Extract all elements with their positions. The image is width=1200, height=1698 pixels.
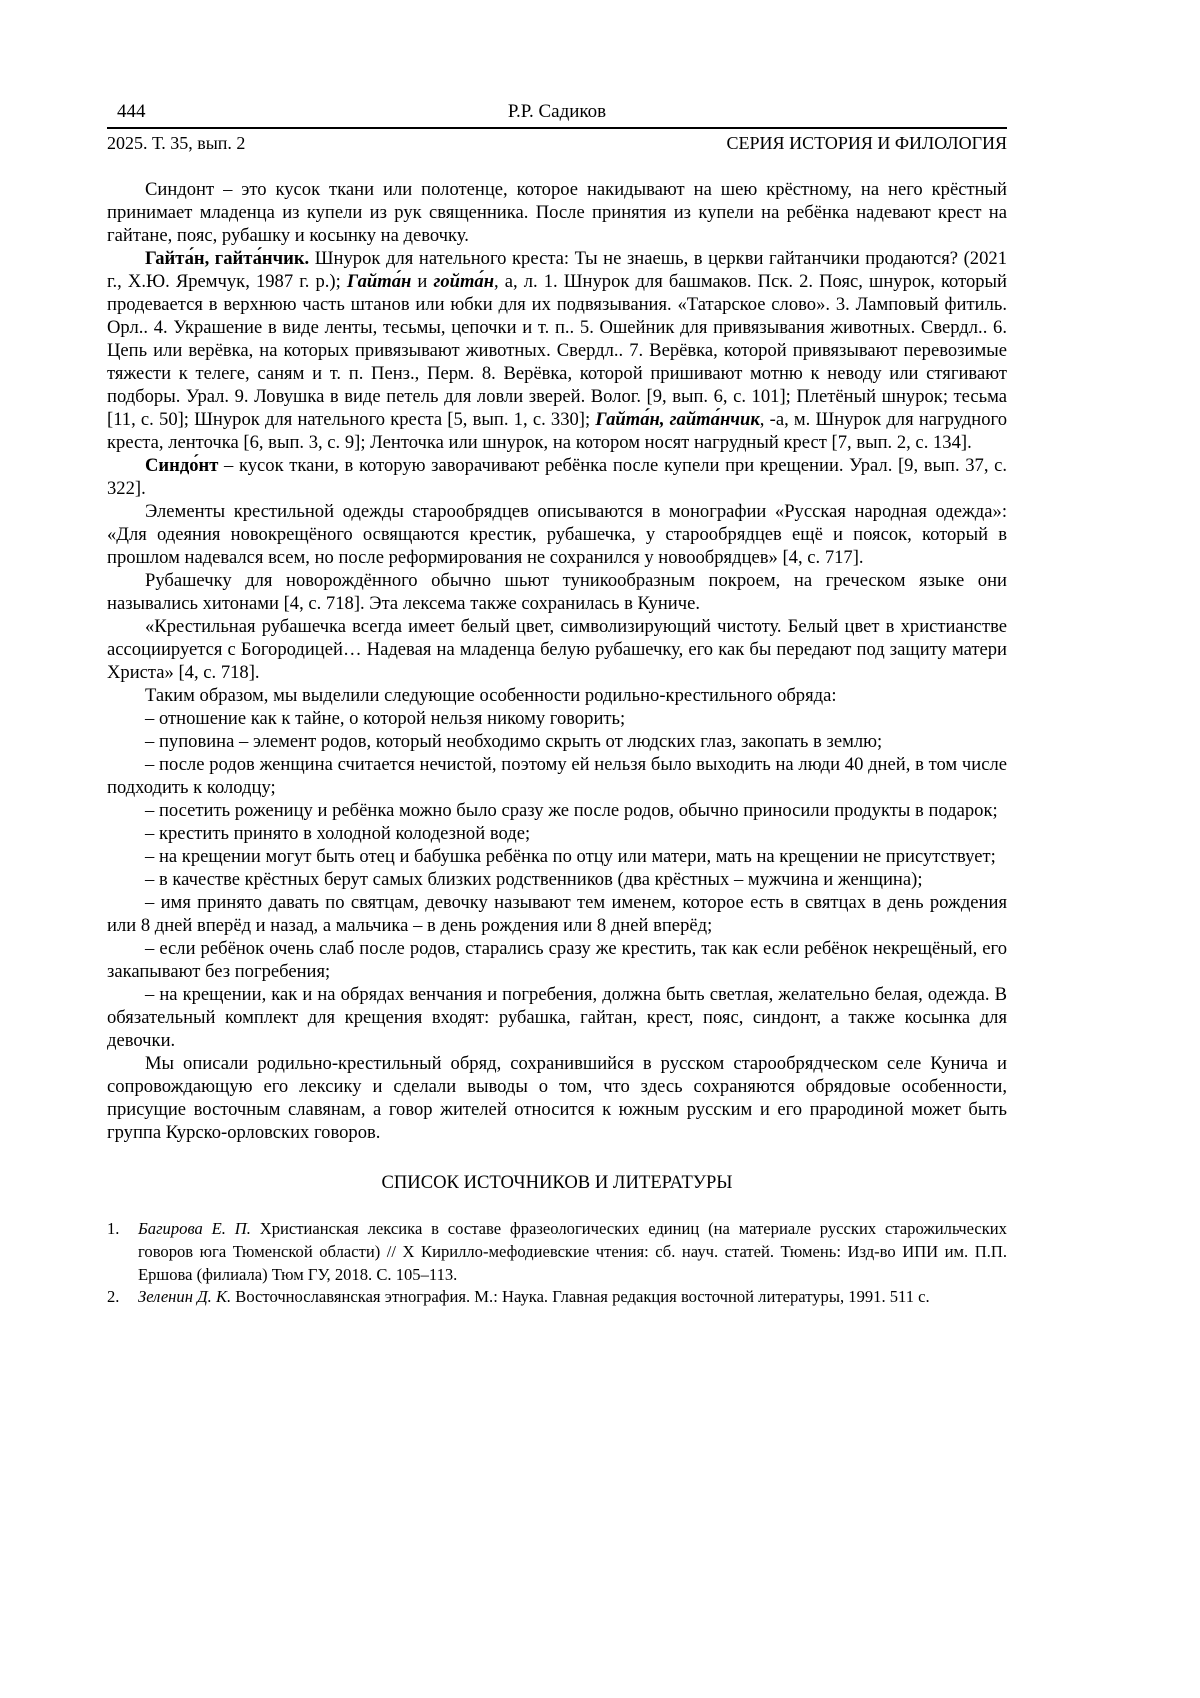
page-content: [107, 100, 1007, 1309]
text-run: Христианская лексика в составе фразеологических единиц (на материале русских старожильческих говоров юга Тюменской области) // X Кирилло-мефодиевские чтения: сб. науч. статей. Тюмень: Изд-во ИПИ им. П.П. Ершова (филиала) Тюм ГУ, 2018. С. 105–113.: [138, 1219, 1007, 1284]
text-run: , -а, м. Шнурок для нагрудного креста, ленточка [6, вып. 3, с. 9]; Ленточка или шнурок, на котором носят нагрудный крест [7, вып. 2, с. 134].: [107, 409, 1007, 453]
paragraph: [107, 1052, 1007, 1144]
paragraph: [107, 845, 1007, 868]
text-run: и: [411, 271, 434, 292]
paragraph: [107, 454, 1007, 500]
text-run: Синдонт – это кусок ткани или полотенце, которое накидывают на шею крёстному, на него крёстный принимает младенца из купели из рук священника. После принятия из купели на ребёнка надевают крест на гайтане, пояс, рубашку и косынку на девочку.: [107, 179, 1007, 246]
paragraph: [107, 707, 1007, 730]
text-run: Рубашечку для новорождённого обычно шьют туникообразным покроем, на греческом языке они назывались хитонами [4, с. 718]. Эта лексема также сохранилась в Куниче.: [107, 570, 1007, 614]
page-number: 444: [117, 101, 146, 122]
running-head: [107, 100, 1007, 126]
text-run: «Крестильная рубашечка всегда имеет белый цвет, символизирующий чистоту. Белый цвет в христианстве ассоциируется с Богородицей… Надевая на младенца белую рубашечку, его как бы передают под защиту матери Христа» [4, с. 718].: [107, 616, 1007, 683]
text-run: – крестить принято в холодной колодезной воде;: [145, 823, 531, 844]
paragraph: [107, 730, 1007, 753]
reference-text: [138, 1286, 1007, 1309]
paragraph: [107, 753, 1007, 799]
reference-number: 2.: [107, 1287, 120, 1307]
reference-item: [107, 1218, 1007, 1286]
text-run: гойта́н: [433, 271, 495, 292]
text-run: Восточнославянская этнография. М.: Наука. Главная редакция восточной литературы, 1991. 511 с.: [231, 1287, 930, 1307]
text-run: Синдо́нт: [145, 455, 219, 476]
text-run: – пуповина – элемент родов, который необходимо скрыть от людских глаз, закопать в землю;: [145, 731, 883, 752]
running-author: Р.Р. Садиков: [507, 101, 607, 122]
subheader: [107, 132, 1007, 154]
text-run: Гайта́н, гайта́нчик: [595, 409, 760, 430]
paragraph: [107, 569, 1007, 615]
text-run: Гайта́н, гайта́нчик.: [145, 248, 310, 269]
paragraph: [107, 799, 1007, 822]
paragraph: [107, 937, 1007, 983]
text-run: – кусок ткани, в которую заворачивают ребёнка после купели при крещении. Урал. [9, вып. 37, с. 322].: [107, 455, 1007, 499]
paragraph: [107, 868, 1007, 891]
paragraph: [107, 247, 1007, 454]
text-run: Багирова Е. П.: [138, 1219, 251, 1238]
paragraph: [107, 891, 1007, 937]
paragraph: [107, 822, 1007, 845]
text-run: – отношение как к тайне, о которой нельзя никому говорить;: [145, 708, 626, 729]
text-run: – посетить роженицу и ребёнка можно было сразу же после родов, обычно приносили продукты в подарок;: [145, 800, 998, 821]
series-title: СЕРИЯ ИСТОРИЯ И ФИЛОЛОГИЯ: [726, 133, 1007, 153]
reference-number: 1.: [107, 1219, 120, 1238]
text-run: , а, л. 1. Шнурок для башмаков. Пск. 2. Пояс, шнурок, который продевается в верхнюю часть штанов или юбки для их подвязывания. «Татарское слово». 3. Ламповый фитиль. Орл.. 4. Украшение в виде ленты, тесьмы, цепочки и т. п.. 5. Ошейник для привязывания животных. Свердл.. 6. Цепь или верёвка, на которых привязывают животных. Свердл.. 7. Верёвка, которой привязывают перевозимые тяжести к телеге, саням и т. п. Пенз., Перм. 8. Верёвка, которой пришивают мотню к неводу или стягивают подборы. Урал. 9. Ловушка в виде петель для ловли зверей. Волог. [9, вып. 6, с. 101]; Плетёный шнурок; тесьма [11, с. 50]; Шнурок для нательного креста [5, вып. 1, с. 330];: [107, 271, 1007, 430]
references-heading: СПИСОК ИСТОЧНИКОВ И ЛИТЕРАТУРЫ: [381, 1172, 733, 1193]
reference-text: [138, 1218, 1007, 1286]
paragraph: [107, 615, 1007, 684]
header-rule: [107, 127, 1007, 129]
text-run: – имя принято давать по святцам, девочку называют тем именем, которое есть в святцах в день рождения или 8 дней вперёд и назад, а мальчика – в день рождения или 8 дней вперёд;: [107, 892, 1007, 936]
paragraph: [107, 983, 1007, 1052]
text-run: Таким образом, мы выделили следующие особенности родильно-крестильного обряда:: [145, 685, 837, 706]
text-run: Зеленин Д. К.: [138, 1287, 232, 1307]
paragraph: [107, 178, 1007, 247]
text-run: Гайта́н: [346, 271, 412, 292]
text-run: Элементы крестильной одежды старообрядцев описываются в монографии «Русская народная одежда»: «Для одеяния новокрещёного освящаются крестик, рубашечка, у старообрядцев ещё и поясок, который в прошлом надевался всем, но после реформирования не сохранился у новообрядцев» [4, с. 717].: [107, 501, 1007, 568]
text-run: – если ребёнок очень слаб после родов, старались сразу же крестить, так как если ребёнок некрещёный, его закапывают без погребения;: [107, 938, 1007, 982]
paragraph: [107, 500, 1007, 569]
text-run: Шнурок для нательного креста: Ты не знаешь, в церкви гайтанчики продаются? (2021 г., Х.Ю. Яремчук, 1987 г. р.);: [107, 248, 1007, 292]
text-run: – в качестве крёстных берут самых близких родственников (два крёстных – мужчина и женщина);: [145, 869, 923, 890]
text-run: – после родов женщина считается нечистой, поэтому ей нельзя было выходить на люди 40 дней, в том числе подходить к колодцу;: [107, 754, 1007, 798]
paragraph: [107, 684, 1007, 707]
issue-info: 2025. Т. 35, вып. 2: [107, 133, 246, 153]
article-body: [107, 178, 1007, 1144]
text-run: – на крещении могут быть отец и бабушка ребёнка по отцу или матери, мать на крещении не присутствует;: [145, 846, 996, 867]
text-run: Мы описали родильно-крестильный обряд, сохранившийся в русском старообрядческом селе Кунича и сопровождающую его лексику и сделали выводы о том, что здесь сохраняются обрядовые особенности, присущие восточным славянам, а говор жителей относится к южным русским и его прародиной может быть группа Курско-орловских говоров.: [107, 1053, 1007, 1143]
reference-list: [107, 1218, 1007, 1309]
text-run: – на крещении, как и на обрядах венчания и погребения, должна быть светлая, желательно белая, одежда. В обязательный комплект для крещения входят: рубашка, гайтан, крест, пояс, синдонт, а также косынка для девочки.: [107, 984, 1007, 1051]
reference-item: [107, 1286, 1007, 1309]
